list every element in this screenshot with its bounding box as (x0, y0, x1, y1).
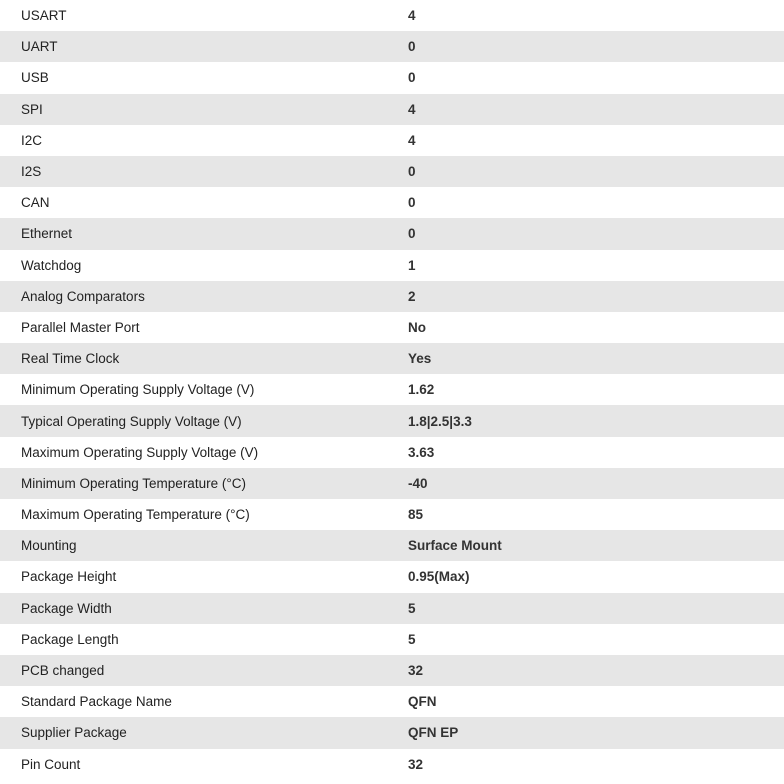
spec-label: USB (21, 70, 49, 86)
spec-label: Analog Comparators (21, 288, 145, 304)
spec-value: 0 (408, 39, 416, 55)
spec-label: SPI (21, 101, 43, 117)
spec-row-min-supply-voltage (0, 374, 784, 405)
spec-label: Supplier Package (21, 725, 127, 741)
spec-value: Yes (408, 351, 432, 367)
spec-row-min-temperature (0, 468, 784, 499)
spec-row-max-supply-voltage (0, 437, 784, 468)
spec-row-package-length (0, 624, 784, 655)
spec-row-usart (0, 0, 784, 31)
spec-value: QFN (408, 694, 437, 710)
spec-value: Surface Mount (408, 538, 502, 554)
spec-value: 0 (408, 195, 416, 211)
spec-value: 0 (408, 70, 416, 86)
spec-label: Parallel Master Port (21, 319, 140, 335)
spec-label: Real Time Clock (21, 351, 120, 367)
spec-row-pcb-changed (0, 655, 784, 686)
spec-row-typical-supply-voltage (0, 405, 784, 436)
spec-row-ethernet (0, 218, 784, 249)
spec-row-usb (0, 62, 784, 93)
spec-row-pin-count (0, 749, 784, 780)
spec-value: 32 (408, 756, 424, 772)
spec-row-package-height (0, 561, 784, 592)
spec-label: Mounting (21, 538, 77, 554)
spec-label: CAN (21, 195, 50, 211)
spec-value: 1.8|2.5|3.3 (408, 413, 472, 429)
spec-value: 1 (408, 257, 416, 273)
spec-value: 5 (408, 600, 416, 616)
spec-value: No (408, 319, 426, 335)
spec-row-parallel-master-port (0, 312, 784, 343)
spec-row-uart (0, 31, 784, 62)
spec-label: Watchdog (21, 257, 82, 273)
spec-label: Minimum Operating Temperature (°C) (21, 475, 246, 491)
spec-label: Maximum Operating Supply Voltage (V) (21, 444, 259, 460)
spec-label: Standard Package Name (21, 694, 172, 710)
spec-value: 3.63 (408, 444, 435, 460)
spec-row-i2s (0, 156, 784, 187)
spec-value: 0 (408, 226, 416, 242)
spec-row-standard-package-name (0, 686, 784, 717)
spec-row-supplier-package (0, 717, 784, 748)
spec-row-max-temperature (0, 499, 784, 530)
spec-row-spi (0, 94, 784, 125)
spec-label: USART (21, 8, 67, 24)
spec-value: 2 (408, 288, 416, 304)
spec-row-mounting (0, 530, 784, 561)
spec-label: Typical Operating Supply Voltage (V) (21, 413, 242, 429)
spec-row-can (0, 187, 784, 218)
spec-value: 0.95(Max) (408, 569, 470, 585)
spec-label: Maximum Operating Temperature (°C) (21, 507, 250, 523)
spec-row-i2c (0, 125, 784, 156)
spec-label: UART (21, 39, 58, 55)
spec-label: Package Width (21, 600, 112, 616)
spec-value: QFN EP (408, 725, 459, 741)
spec-row-package-width (0, 593, 784, 624)
spec-label: I2S (21, 164, 42, 180)
spec-value: -40 (408, 475, 428, 491)
spec-row-analog-comparators (0, 281, 784, 312)
spec-label: I2C (21, 132, 43, 148)
spec-value: 4 (408, 101, 416, 117)
spec-label: Package Length (21, 631, 119, 647)
spec-label: Package Height (21, 569, 117, 585)
spec-label: Ethernet (21, 226, 73, 242)
spec-row-real-time-clock (0, 343, 784, 374)
spec-value: 85 (408, 507, 424, 523)
spec-label: PCB changed (21, 663, 105, 679)
spec-value: 0 (408, 164, 416, 180)
spec-value: 32 (408, 663, 424, 679)
spec-value: 4 (408, 8, 416, 24)
spec-label: Minimum Operating Supply Voltage (V) (21, 382, 255, 398)
spec-value: 1.62 (408, 382, 435, 398)
spec-label: Pin Count (21, 756, 81, 772)
spec-value: 5 (408, 631, 416, 647)
spec-row-watchdog (0, 250, 784, 281)
spec-value: 4 (408, 132, 416, 148)
